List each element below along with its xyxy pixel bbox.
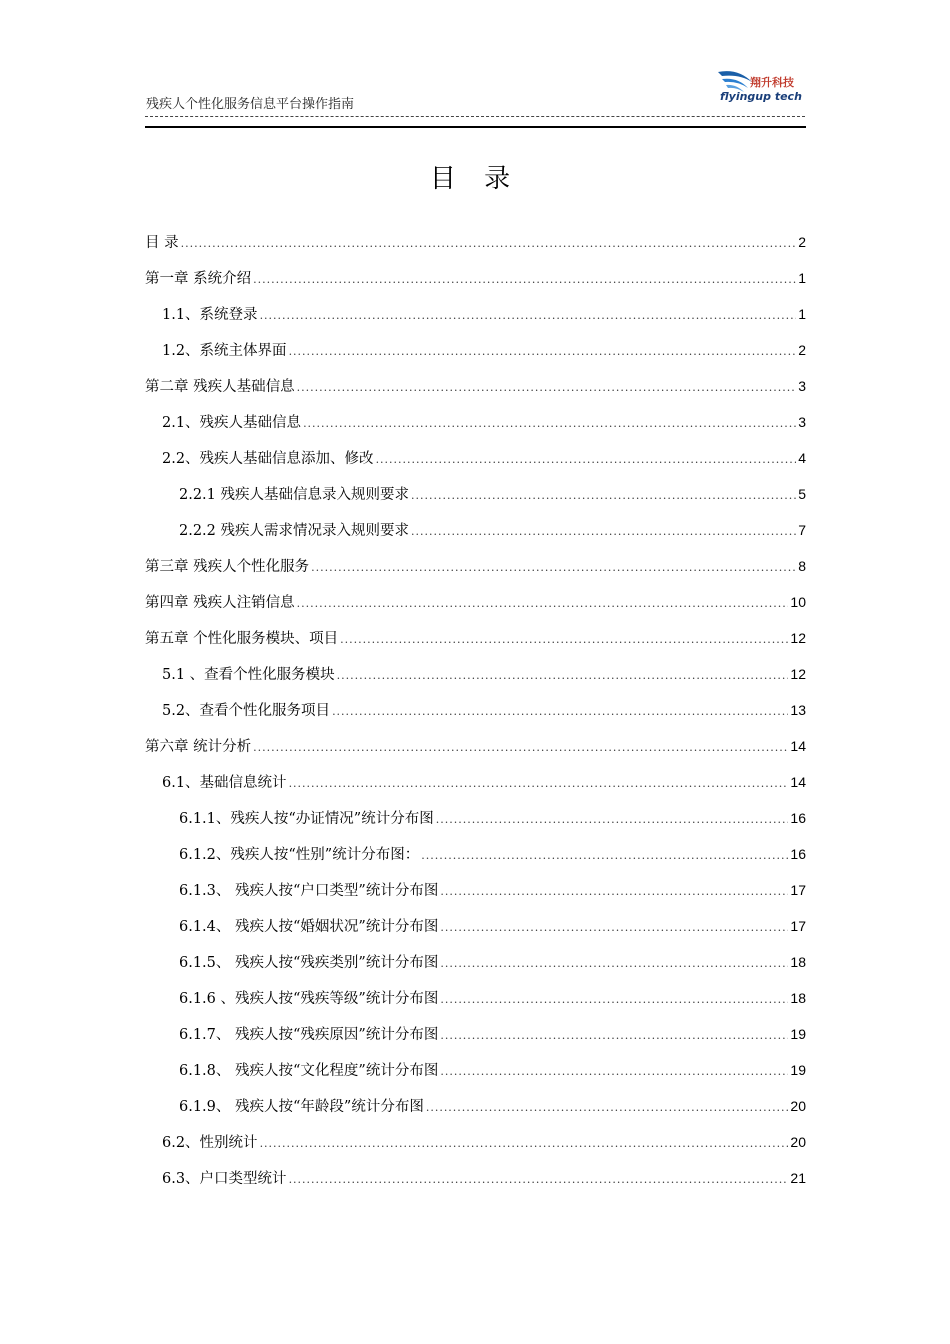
toc-entry[interactable] [145,440,806,476]
toc-dot-leader [297,586,789,622]
toc-entry-text: 6.1.9、 残疾人按“年龄段”统计分布图 [179,1099,424,1115]
toc-dot-leader [440,946,788,982]
toc-entry[interactable] [145,1052,806,1088]
toc-entry-text: 2.1、残疾人基础信息 [162,415,302,431]
toc-dot-leader [440,982,788,1018]
toc-entry-text: 6.1.2、残疾人按“性别”统计分布图： [179,847,420,863]
toc-entry-page: 20 [790,1134,806,1150]
toc-entry-text: 目 录 [145,235,179,251]
toc-entry-text: 6.1.7、 残疾人按“残疾原因”统计分布图 [179,1027,439,1043]
toc-entry[interactable] [145,728,806,764]
toc-entry-text: 6.1.3、 残疾人按“户口类型”统计分布图 [179,883,439,899]
toc-entry-page: 18 [790,954,806,970]
toc-dot-leader [440,874,788,910]
toc-dot-leader [340,622,788,658]
toc-entry[interactable] [145,836,806,872]
toc-entry[interactable] [145,872,806,908]
toc-entry[interactable] [145,584,806,620]
toc-entry[interactable] [145,548,806,584]
toc-entry[interactable] [145,908,806,944]
toc-dot-leader [440,1018,788,1054]
toc-title: 目 录 [429,164,521,194]
toc-dot-leader [337,658,789,694]
toc-entry[interactable] [145,1124,806,1160]
toc-dot-leader [289,334,797,370]
company-logo-icon [716,66,806,106]
toc-entry-page: 1 [798,270,806,286]
toc-dot-leader [440,910,788,946]
toc-entry-page: 16 [790,846,806,862]
toc-dot-leader [411,514,796,550]
toc-entry-text: 2.2.1 残疾人基础信息录入规则要求 [179,487,410,503]
toc-entry[interactable] [145,692,806,728]
toc-entry[interactable] [145,800,806,836]
toc-entry-page: 16 [790,810,806,826]
toc-dot-leader [411,478,796,514]
toc-entry-text: 1.1、系统登录 [162,307,258,323]
company-logo [716,66,806,106]
toc-entry[interactable] [145,620,806,656]
toc-entry-text: 6.2、性别统计 [162,1135,258,1151]
toc-entry-page: 4 [798,450,806,466]
toc-entry[interactable] [145,764,806,800]
toc-entry-page: 17 [790,882,806,898]
toc-entry-page: 17 [790,918,806,934]
toc-entry-page: 2 [798,342,806,358]
toc-entry-text: 6.1.8、 残疾人按“文化程度”统计分布图 [179,1063,439,1079]
toc-dot-leader [253,730,788,766]
toc-entry[interactable] [145,1160,806,1196]
toc-dot-leader [436,802,789,838]
toc-entry-page: 5 [798,486,806,502]
toc-entry[interactable] [145,512,806,548]
toc-entry-page: 3 [798,378,806,394]
header-dashed-divider [145,116,805,117]
toc-entry-text: 第四章 残疾人注销信息 [145,595,295,611]
toc-dot-leader [289,1162,789,1198]
toc-dot-leader [181,226,797,262]
toc-entry[interactable] [145,296,806,332]
header-title: 残疾人个性化服务信息平台操作指南 [146,97,355,112]
toc-dot-leader [332,694,788,730]
toc-dot-leader [289,766,789,802]
toc-entry[interactable] [145,944,806,980]
toc-entry-page: 18 [790,990,806,1006]
toc-entry-page: 14 [790,774,806,790]
toc-entry-text: 6.1、基础信息统计 [162,775,287,791]
toc-entry-page: 19 [790,1026,806,1042]
toc-entry-text: 6.1.5、 残疾人按“残疾类别”统计分布图 [179,955,439,971]
toc-entry-page: 12 [790,666,806,682]
toc-entry-text: 6.1.1、残疾人按“办证情况”统计分布图 [179,811,434,827]
toc-entry[interactable] [145,476,806,512]
svg-text:flyingup tech: flyingup tech [720,90,802,103]
toc-entry-page: 8 [798,558,806,574]
toc-entry-text: 6.3、户口类型统计 [162,1171,287,1187]
toc-entry-text: 6.1.6 、残疾人按“残疾等级”统计分布图 [179,991,439,1007]
header-divider [145,126,806,128]
toc-entry-text: 2.2、残疾人基础信息添加、修改 [162,451,374,467]
toc-entry-text: 5.1 、查看个性化服务模块 [162,667,335,683]
toc-dot-leader [440,1054,788,1090]
toc-entry[interactable] [145,260,806,296]
toc-dot-leader [311,550,796,586]
toc-entry-text: 2.2.2 残疾人需求情况录入规则要求 [179,523,410,539]
toc-entry-page: 21 [790,1170,806,1186]
toc-entry-page: 7 [798,522,806,538]
toc-entry-text: 第六章 统计分析 [145,739,252,755]
toc-dot-leader [260,298,797,334]
toc-entry-page: 2 [798,234,806,250]
toc-entry-text: 第二章 残疾人基础信息 [145,379,295,395]
toc-entry[interactable] [145,368,806,404]
toc-entry-text: 第五章 个性化服务模块、项目 [145,631,339,647]
toc-entry-text: 第三章 残疾人个性化服务 [145,559,310,575]
toc-entry-text: 5.2、查看个性化服务项目 [162,703,331,719]
toc-dot-leader [260,1126,789,1162]
toc-dot-leader [253,262,796,298]
toc-dot-leader [426,1090,789,1126]
toc-entry-page: 19 [790,1062,806,1078]
toc-entry-text: 第一章 系统介绍 [145,271,252,287]
toc-entry-page: 20 [790,1098,806,1114]
toc-entry[interactable] [145,224,806,260]
toc-entry[interactable] [145,980,806,1016]
toc-dot-leader [421,838,788,874]
toc-entry[interactable] [145,332,806,368]
toc-entry-page: 10 [790,594,806,610]
toc-entry-page: 3 [798,414,806,430]
toc-dot-leader [376,442,797,478]
toc-entry-page: 12 [790,630,806,646]
toc-entry[interactable] [145,656,806,692]
toc-entry-page: 13 [790,702,806,718]
svg-text:翔升科技: 翔升科技 [750,76,794,89]
toc-entry-page: 1 [798,306,806,322]
table-of-contents [145,224,806,1196]
toc-entry[interactable] [145,404,806,440]
toc-entry-text: 1.2、系统主体界面 [162,343,287,359]
toc-dot-leader [303,406,796,442]
toc-entry[interactable] [145,1088,806,1124]
toc-entry[interactable] [145,1016,806,1052]
toc-entry-page: 14 [790,738,806,754]
toc-entry-text: 6.1.4、 残疾人按“婚姻状况”统计分布图 [179,919,439,935]
toc-dot-leader [297,370,797,406]
